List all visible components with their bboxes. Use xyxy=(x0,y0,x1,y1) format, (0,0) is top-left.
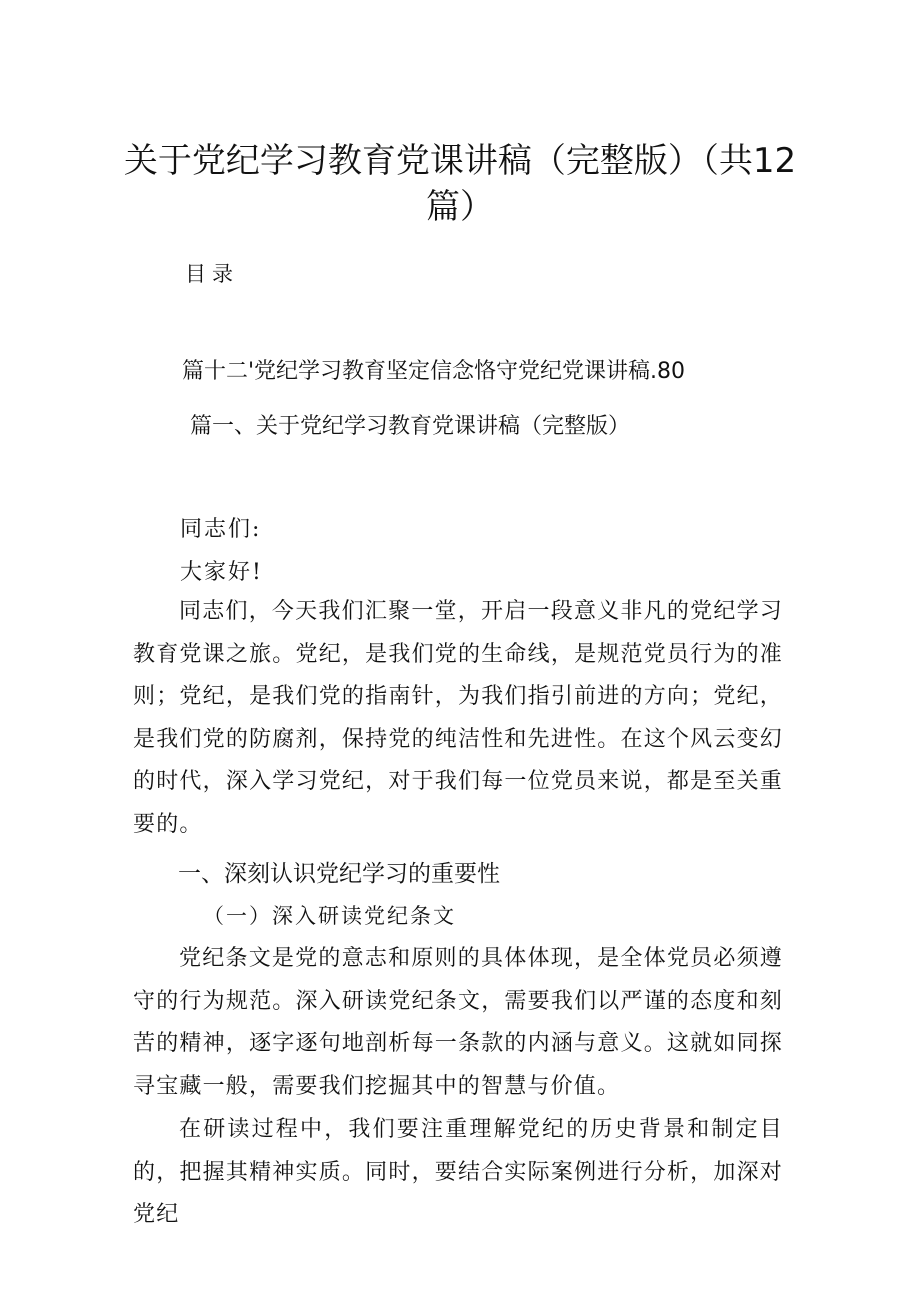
body-paragraph: 同志们，今天我们汇聚一堂，开启一段意义非凡的党纪学习教育党课之旅。党纪，是我们党的生命线，是规范党员行为的准则；党纪，是我们党的指南针，为我们指引前进的方向；党纪，是我们党的防腐剂，保持党的纯洁性和先进性。在这个风云变幻的时代，深入学习党纪，对于我们每一位党员来说，都是至关重要的。 xyxy=(133,599,783,837)
greeting: 同志们: xyxy=(180,517,262,542)
section-heading: 一、深刻认识党纪学习的重要性 xyxy=(178,861,500,887)
salutation: 大家好! xyxy=(180,560,263,585)
document-title: 关于党纪学习教育党课讲稿（完整版）（共12篇） xyxy=(123,141,797,227)
toc-entry[interactable]: 篇一、关于党纪学习教育党课讲稿（完整版） xyxy=(190,414,631,439)
toc-entry[interactable]: 篇十二'党纪学习教育坚定信念恪守党纪党课讲稿.80 xyxy=(182,359,686,384)
subsection-heading: （一）深入研读党纪条文 xyxy=(203,904,456,928)
body-paragraph: 党纪条文是党的意志和原则的具体体现，是全体党员必须遵守的行为规范。深入研读党纪条文，需要我们以严谨的态度和刻苦的精神，逐字逐句地剖析每一条款的内涵与意义。这就如同探寻宝藏一般，需要我们挖掘其中的智慧与价值。 xyxy=(133,946,783,1099)
body-paragraph: 在研读过程中，我们要注重理解党纪的历史背景和制定目的，把握其精神实质。同时，要结合实际案例进行分析，加深对党纪 xyxy=(133,1117,783,1227)
toc-label: 目录 xyxy=(185,262,239,286)
